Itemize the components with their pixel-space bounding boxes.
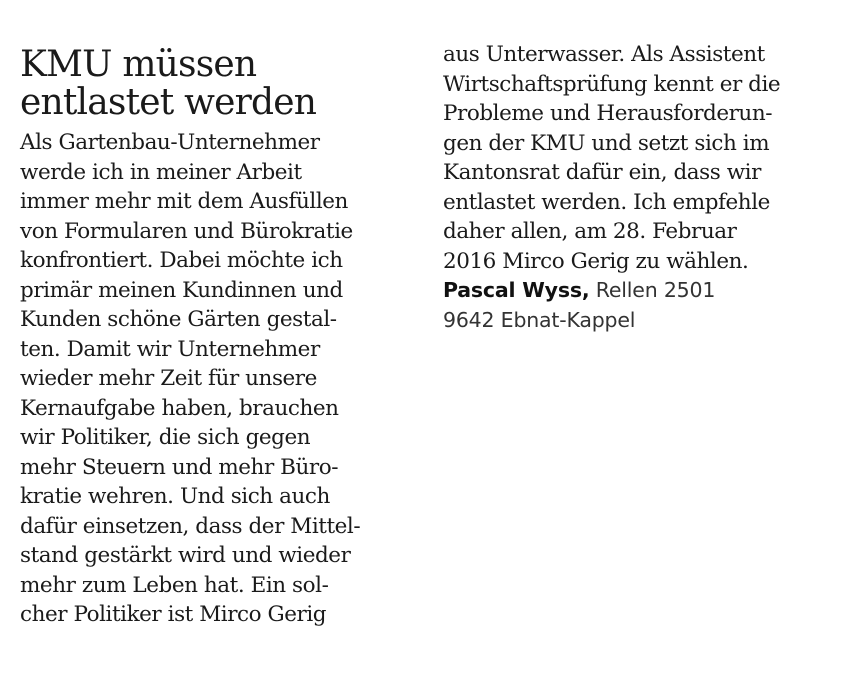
author-signature (443, 276, 838, 335)
body-line: Als Gartenbau-Unternehmer (20, 130, 320, 155)
body-line: primär meinen Kundinnen und (20, 277, 343, 303)
body-line: kratie wehren. Und sich auch (20, 484, 330, 509)
article-body-right (443, 0, 838, 276)
body-line: gen der KMU und setzt sich im (443, 130, 770, 156)
title-line: entlastet werden (20, 82, 317, 123)
body-line: 2016 Mirco Gerig zu wählen. (443, 248, 749, 274)
author-name: Pascal Wyss, (443, 278, 590, 302)
body-line: Kantonsrat dafür ein, dass wir (443, 160, 761, 185)
signature-line (443, 276, 838, 306)
body-line: cher Politiker ist Mirco Gerig (20, 602, 327, 627)
body-line: stand gestärkt wird und wieder (20, 543, 351, 568)
body-line: aus Unterwasser. Als Assistent (443, 42, 765, 67)
body-line: dafür einsetzen, dass der Mittel- (20, 513, 361, 539)
author-street: Rellen 2501 (595, 278, 716, 302)
body-line: Kunden schöne Gärten gestal- (20, 307, 337, 332)
left-column (20, 0, 415, 630)
body-line: werde ich in meiner Arbeit (20, 159, 302, 185)
body-line: entlastet werden. Ich empfehle (443, 189, 770, 215)
body-line: immer mehr mit dem Ausfüllen (20, 189, 348, 214)
body-line: mehr Steuern und mehr Büro- (20, 454, 339, 480)
body-line: daher allen, am 28. Februar (443, 219, 737, 244)
right-column (443, 0, 838, 335)
body-line: Probleme und Herausforderun- (443, 101, 773, 126)
body-line: ten. Damit wir Unternehmer (20, 336, 320, 362)
body-line: wir Politiker, die sich gegen (20, 425, 311, 450)
article-body-left (20, 128, 415, 630)
body-line: Kernaufgabe haben, brauchen (20, 395, 339, 421)
article-title (20, 0, 415, 122)
title-line: KMU müssen (20, 44, 257, 85)
body-line: Wirtschaftsprüfung kennt er die (443, 71, 781, 97)
body-line: von Formularen und Bürokratie (20, 218, 353, 244)
body-line: wieder mehr Zeit für unsere (20, 366, 317, 391)
author-town: 9642 Ebnat-Kappel (443, 307, 636, 332)
body-line: konfrontiert. Dabei möchte ich (20, 248, 343, 273)
body-line: mehr zum Leben hat. Ein sol- (20, 572, 329, 598)
